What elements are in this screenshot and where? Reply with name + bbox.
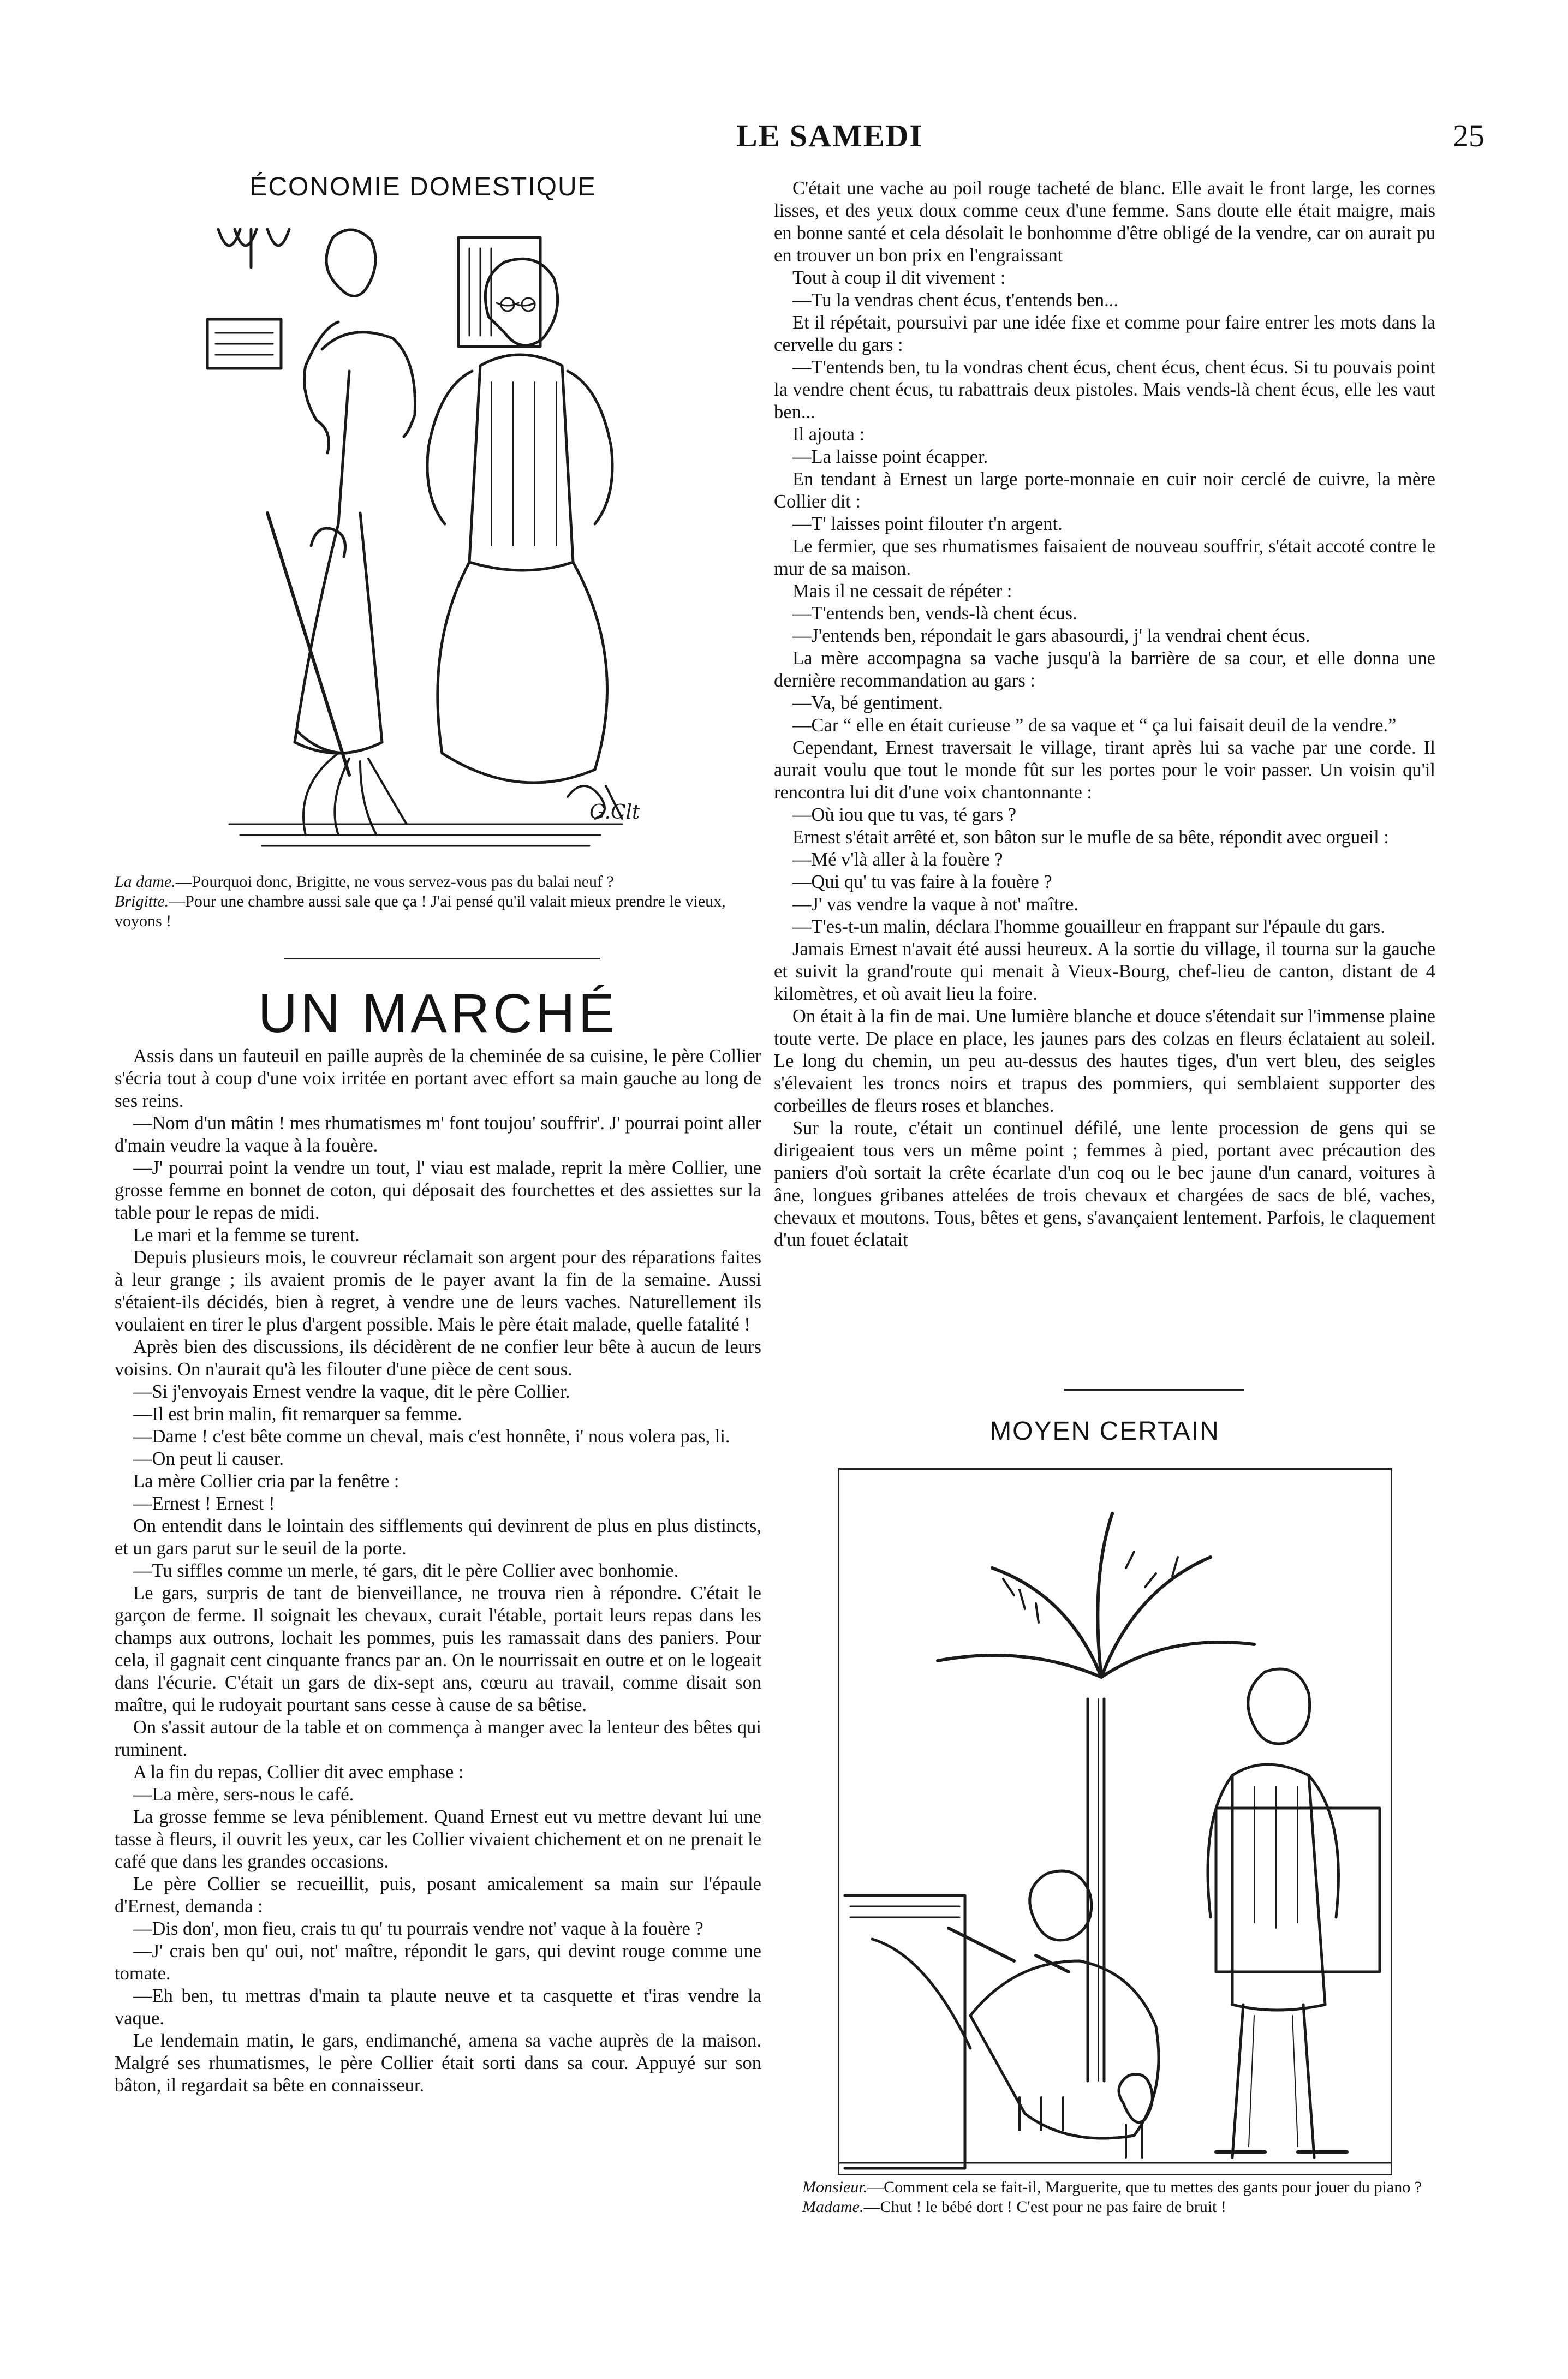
caption-line-madame: —Chut ! le bébé dort ! C'est pour ne pas faire de bruit ! (863, 2198, 1226, 2216)
story-paragraph: —Il est brin malin, fit remarquer sa femme. (133, 1404, 462, 1424)
caption-speaker-monsieur: Monsieur. (802, 2178, 868, 2196)
story-paragraph: On s'assit autour de la table et on commença à manger avec la lenteur des bêtes qui ruminent. (115, 1717, 761, 1760)
section-divider (284, 958, 600, 959)
story-right-column (774, 177, 1435, 1251)
story-paragraph: —Eh ben, tu mettras d'main ta plaute neuve et ta casquette et t'iras vendre la vaque. (115, 1986, 761, 2029)
maid-and-lady-drawing (186, 207, 677, 870)
story-paragraph: —T'entends ben, tu la vondras chent écus, chent écus, chent écus. Si tu pouvais point la vendre chent écus, tu rabattrais deux pistoles. Mais vends-là chent écus, elle les vaut ben... (774, 357, 1435, 422)
story-paragraph: Jamais Ernest n'avait été aussi heureux. A la sortie du village, il tourna sur la gauche et suivit la grand'route qui menait à Vieux-Bourg, chef-lieu de canton, distant de 4 kilomètres, et où avait lieu la foire. (774, 939, 1435, 1004)
story-paragraph: —J' crais ben qu' oui, not' maître, répondit le gars, qui devint rouge comme une tomate. (115, 1941, 761, 1984)
story-paragraph: Sur la route, c'était un continuel défilé, une lente procession de gens qui se dirigeaient tous vers un même point ; femmes à pied, portant avec précaution des paniers d'où sortait la crête écarlate d'un coq ou le bec jaune d'un canard, voitures à âne, longues gribanes attelées de trois chevaux et chargées de sacs de blé, vaches, chevaux et moutons. Tous, bêtes et gens, s'avançaient lentement. Parfois, le claquement d'un fouet éclatait (774, 1118, 1435, 1250)
story-paragraph: —Car “ elle en était curieuse ” de sa vaque et “ ça lui faisait deuil de la vendre.” (792, 715, 1397, 736)
caption-line-lady: —Pourquoi donc, Brigitte, ne vous servez-vous pas du balai neuf ? (175, 873, 614, 891)
story-paragraph: Mais il ne cessait de répéter : (792, 581, 1012, 601)
caption-line-monsieur: —Comment cela se fait-il, Marguerite, que tu mettes des gants pour jouer du piano ? (867, 2178, 1422, 2196)
story-paragraph: A la fin du repas, Collier dit avec emphase : (133, 1762, 464, 1782)
story-paragraph: Depuis plusieurs mois, le couvreur réclamait son argent pour des réparations faites à leur grange ; ils avaient promis de le payer avant la fin de la semaine. Aussi s'étaient-ils décidés, bien à regret, à vendre une de leurs vaches. Naturellement ils voulaient en tirer le plus d'argent possible. Mais le père était malade, quelle fatalité ! (115, 1247, 761, 1335)
masthead (0, 117, 1568, 166)
story-paragraph: —J' pourrai point la vendre un tout, l' viau est malade, reprit la mère Collier, une grosse femme en bonnet de coton, qui déposait des fourchettes et des assiettes sur la table pour le repas de midi. (115, 1158, 761, 1223)
story-paragraph: C'était une vache au poil rouge tacheté de blanc. Elle avait le front large, les cornes lisses, et des yeux doux comme ceux d'une femme. Sans doute elle était maigre, mais en bonne santé et cela désolait le bonhomme d'être obligé de la vendre, car on aurait pu en trouver un bon prix en l'engraissant (774, 178, 1435, 266)
story-left-column (115, 1045, 761, 2097)
story-paragraph: —Où iou que tu vas, té gars ? (792, 804, 1017, 825)
story-paragraph: Et il répétait, poursuivi par une idée fixe et comme pour faire entrer les mots dans la cervelle du gars : (774, 312, 1435, 355)
story-paragraph: —Tu la vendras chent écus, t'entends ben... (792, 290, 1119, 311)
story-paragraph: Le père Collier se recueillit, puis, posant amicalement sa main sur l'épaule d'Ernest, demanda : (115, 1874, 761, 1917)
story-paragraph: —Nom d'un mâtin ! mes rhumatismes m' font toujou' souffrir'. J' pourrai point aller d'main veudre la vaque à la fouère. (115, 1113, 761, 1156)
artist-signature: G.Clt (589, 801, 640, 824)
cartoon-moyen-certain-frame (838, 1468, 1392, 2175)
story-paragraph: —Dame ! c'est bête comme un cheval, mais c'est honnête, i' nous volera pas, li. (133, 1426, 730, 1447)
caption-speaker-madame: Madame. (802, 2198, 864, 2216)
story-paragraph: —T' laisses point filouter t'n argent. (792, 514, 1063, 534)
story-paragraph: —T'es-t-un malin, déclara l'homme gouailleur en frappant sur l'épaule du gars. (792, 916, 1385, 937)
story-paragraph: En tendant à Ernest un large porte-monnaie en cuir noir cerclé de cuivre, la mère Collier dit : (774, 469, 1435, 512)
cartoon-title: ÉCONOMIE DOMESTIQUE (249, 172, 597, 201)
story-paragraph: —Tu siffles comme un merle, té gars, dit le père Collier avec bonhomie. (133, 1560, 679, 1581)
story-paragraph: Le lendemain matin, le gars, endimanché, amena sa vache auprès de la maison. Malgré ses rhumatismes, le père Collier était sorti dans sa cour. Appuyé sur son bâton, il regardait sa bête en connaisseur. (115, 2030, 761, 2096)
story-paragraph: Le mari et la femme se turent. (133, 1225, 360, 1245)
story-paragraph: Il ajouta : (792, 424, 865, 445)
cartoon2-title: MOYEN CERTAIN (989, 1417, 1220, 1446)
story-paragraph: —Mé v'là aller à la fouère ? (792, 849, 1003, 870)
cartoon-economie-domestique-illustration (186, 207, 677, 870)
story-paragraph: —J' vas vendre la vaque à not' maître. (792, 894, 1079, 915)
story-paragraph: Cependant, Ernest traversait le village, tirant après lui sa vache par une corde. Il aurait voulu que tout le monde fût sur les portes pour le voir passer. Un voisin qu'il rencontra lui dit d'une voix chantonnante : (774, 737, 1435, 803)
caption-line-brigitte: —Pour une chambre aussi sale que ça ! J'ai pensé qu'il valait mieux prendre le vieux, voyons ! (115, 892, 726, 930)
story-paragraph: —Ernest ! Ernest ! (133, 1493, 275, 1514)
story-heading: UN MARCHÉ (258, 983, 618, 1044)
story-paragraph: —La laisse point écapper. (792, 446, 988, 467)
story-paragraph: La grosse femme se leva péniblement. Quand Ernest eut vu mettre devant lui une tasse à fleurs, il ouvrit les yeux, car les Collier vivaient chichement et on ne prenait le café que dans les grandes occasions. (115, 1806, 761, 1872)
story-paragraph: —La mère, sers-nous le café. (133, 1784, 354, 1805)
story-paragraph: —T'entends ben, vends-là chent écus. (792, 603, 1077, 624)
page-number: 25 (1453, 118, 1484, 153)
story-paragraph: —On peut li causer. (133, 1448, 284, 1469)
story-paragraph: —Dis don', mon fieu, crais tu qu' tu pourrais vendre not' vaque à la fouère ? (133, 1918, 703, 1939)
story-paragraph: Après bien des discussions, ils décidèrent de ne confier leur bête à aucun de leurs voisins. On n'aurait qu'à les filouter d'une pièce de cent sous. (115, 1337, 761, 1380)
caption-speaker-lady: La dame. (115, 873, 176, 891)
cartoon1-caption (115, 872, 761, 931)
story-paragraph: Tout à coup il dit vivement : (792, 267, 1006, 288)
story-paragraph: Ernest s'était arrêté et, son bâton sur le mufle de sa bête, répondit avec orgueil : (792, 827, 1389, 848)
section-divider-right (1064, 1389, 1244, 1391)
story-paragraph: On entendit dans le lointain des sifflements qui devinrent de plus en plus distincts, et un gars parut sur le seuil de la porte. (115, 1516, 761, 1559)
story-paragraph: La mère Collier cria par la fenêtre : (133, 1471, 400, 1492)
story-paragraph: Le gars, surpris de tant de bienveillance, ne trouva rien à répondre. C'était le garçon de ferme. Il soignait les chevaux, curait l'étable, portait leurs repas dans les champs aux outrons, lochait les pommes, puis les ramassait dans des paniers. Pour cela, il gagnait cent cinquante francs par an. On le nourrissait en outre et on le logeait dans l'écurie. C'était un gars de dix-sept ans, cœuru au travail, comme disait son maître, qui le rudoyait pourtant sans cesse à cause de sa bêtise. (115, 1583, 761, 1715)
newspaper-title: LE SAMEDI (736, 118, 923, 153)
story-paragraph: Assis dans un fauteuil en paille auprès de la cheminée de sa cuisine, le père Collier s'écria tout à coup d'une voix irritée en portant avec effort sa main gauche au long de ses reins. (115, 1046, 761, 1111)
story-paragraph: —Si j'envoyais Ernest vendre la vaque, dit le père Collier. (133, 1381, 570, 1402)
story-paragraph: La mère accompagna sa vache jusqu'à la barrière de sa cour, et elle donna une dernière recommandation au gars : (774, 648, 1435, 691)
story-paragraph: —Qui qu' tu vas faire à la fouère ? (792, 872, 1052, 892)
story-paragraph: Le fermier, que ses rhumatismes faisaient de nouveau souffrir, s'était accoté contre le mur de sa maison. (774, 536, 1435, 579)
caption-speaker-brigitte: Brigitte. (115, 892, 169, 910)
cartoon2-caption (802, 2178, 1457, 2217)
story-paragraph: —J'entends ben, répondait le gars abasourdi, j' la vendrai chent écus. (792, 625, 1310, 646)
story-paragraph: —Va, bé gentiment. (792, 693, 943, 713)
story-paragraph: On était à la fin de mai. Une lumière blanche et douce s'étendait sur l'immense plaine toute verte. De place en place, les jaunes pars des colzas en fleurs éclataient au soleil. Le long du chemin, un peu au-dessus des hautes tiges, d'un vert bleu, des seigles s'élevaient les troncs noirs et trapus des pommiers, qui semblaient supporter des corbeilles de fleurs roses et blanches. (774, 1006, 1435, 1116)
piano-scene-drawing (839, 1470, 1391, 2174)
